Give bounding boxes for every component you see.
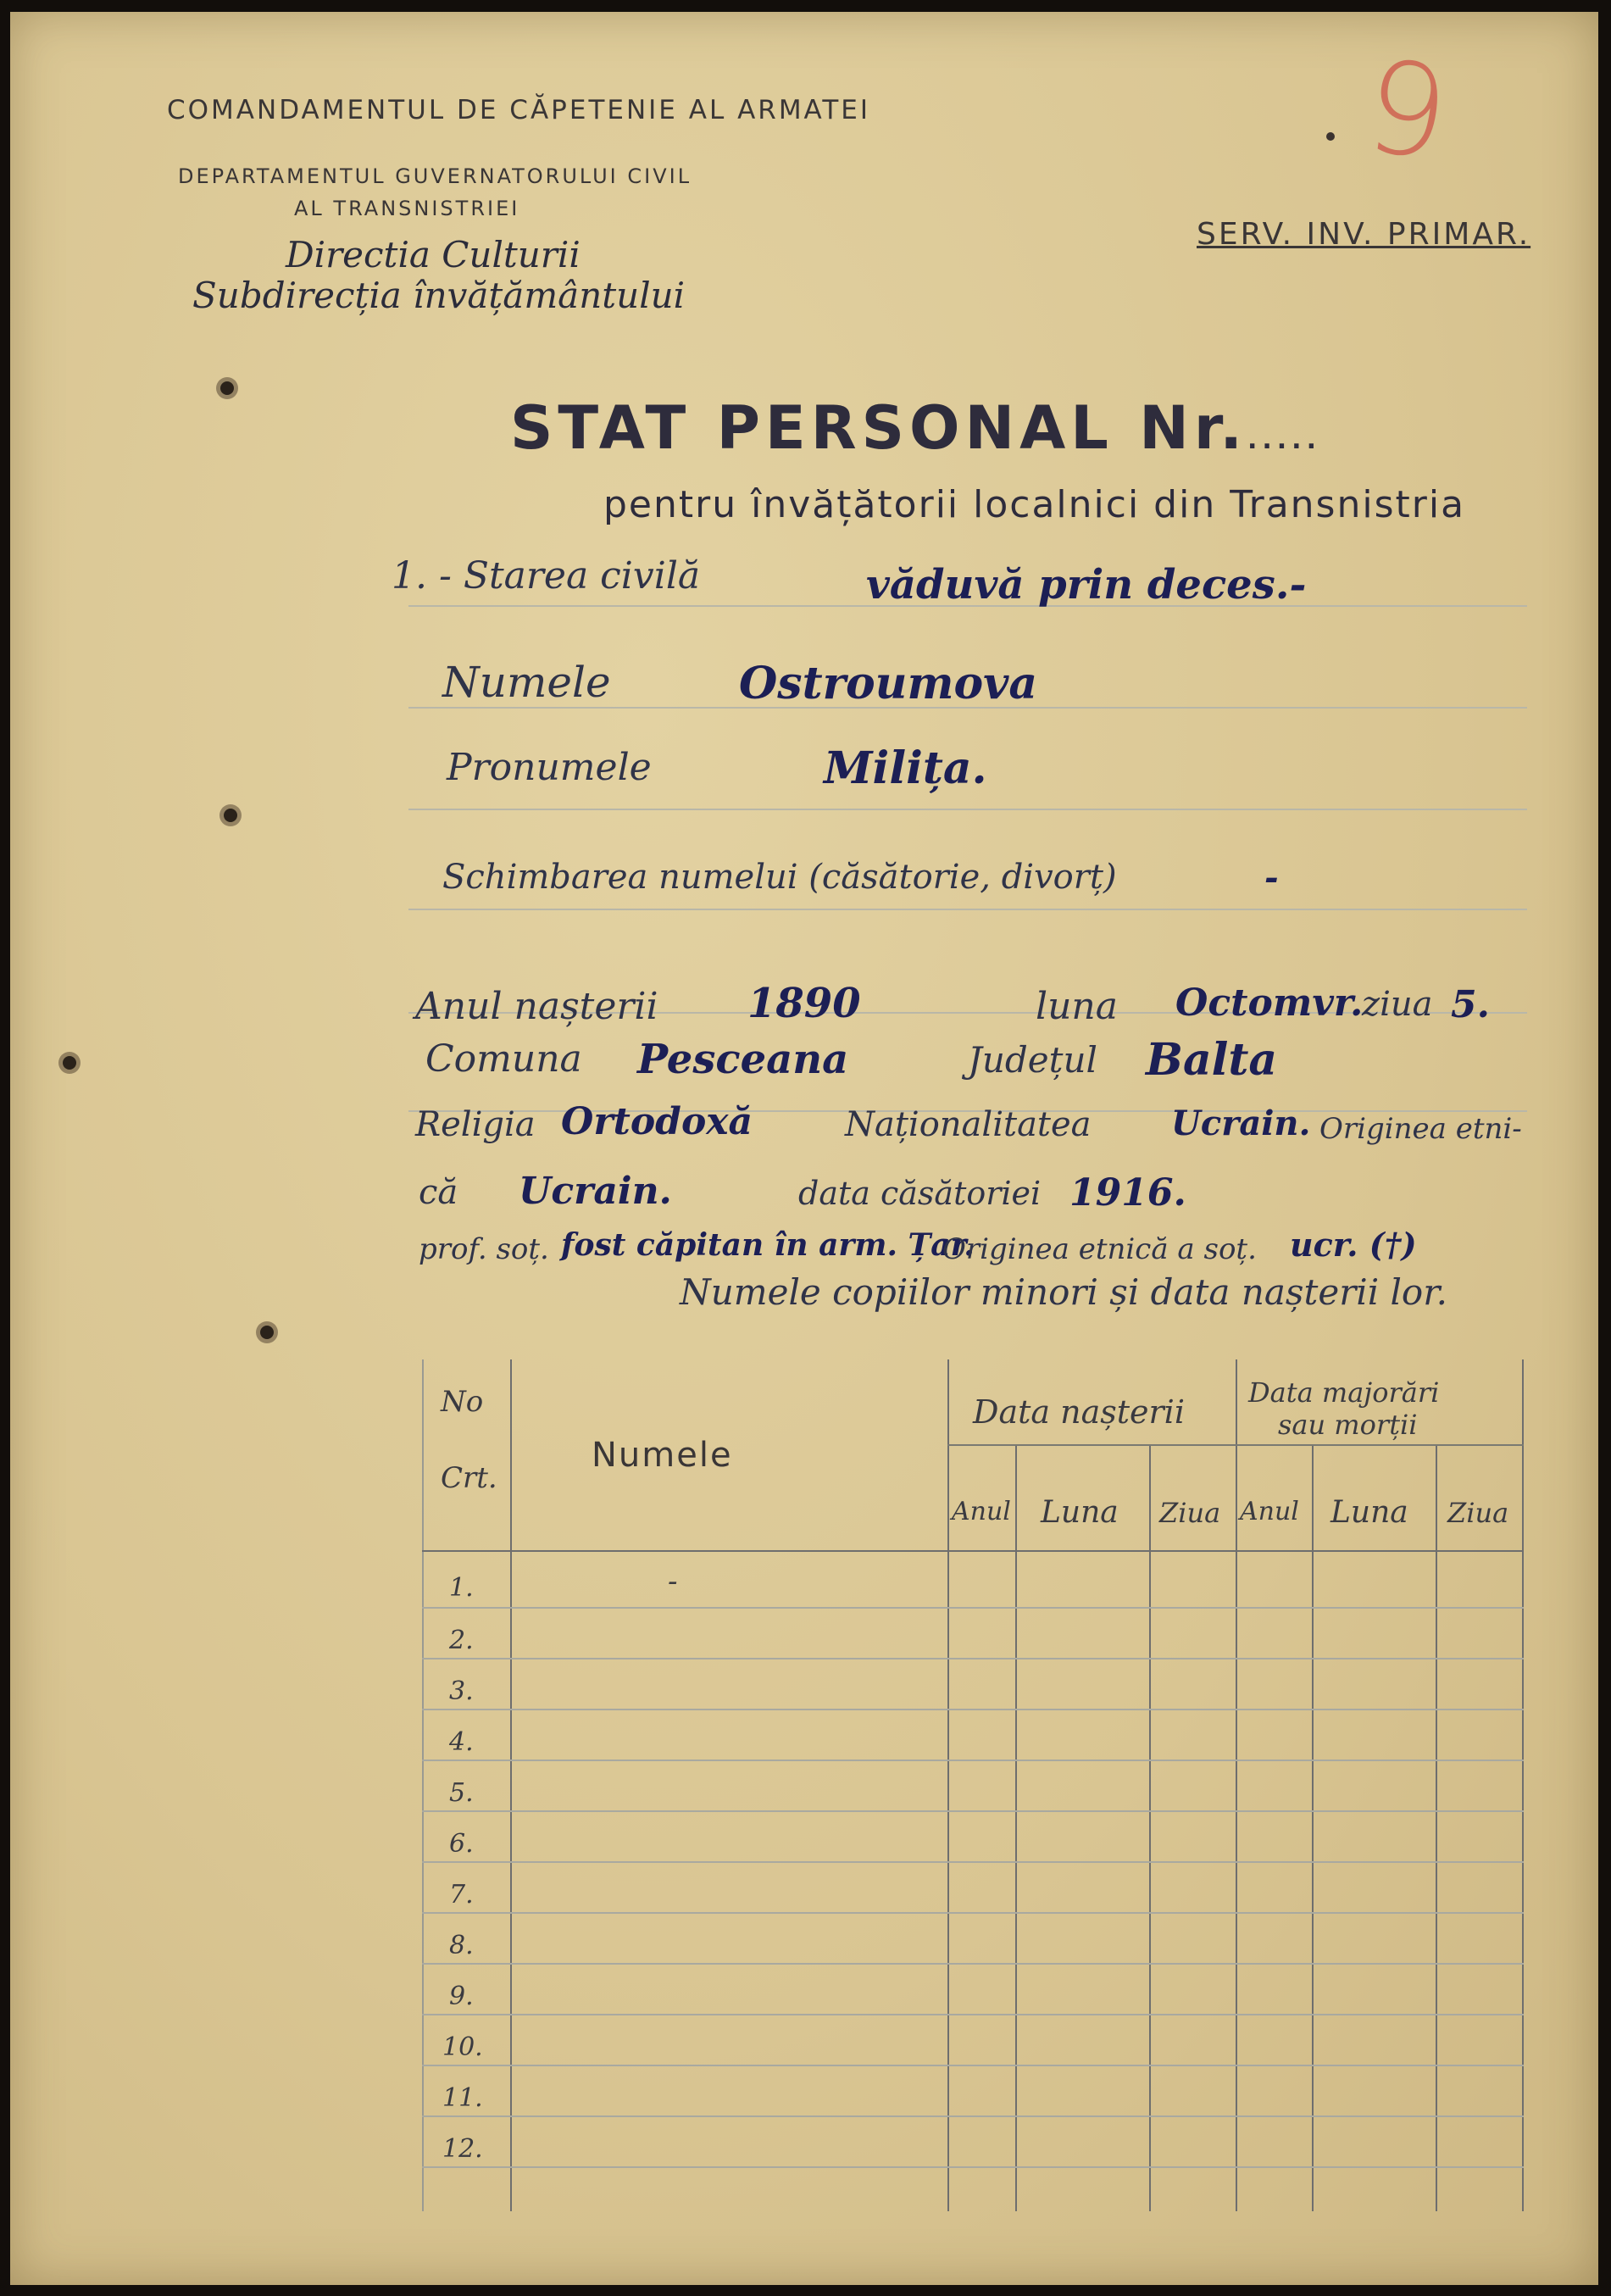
table-hline — [422, 2065, 1524, 2066]
schimbarea-numelui-value: - — [1264, 858, 1279, 898]
sub-ziua-major: Ziua — [1447, 1497, 1509, 1529]
service-label: SERV. INV. PRIMAR. — [1197, 217, 1531, 252]
row-name-1: - — [668, 1565, 678, 1598]
stare-civila-value: văduvă prin deces.- — [866, 561, 1307, 609]
punch-hole — [63, 1056, 76, 1070]
stare-civila-label: 1. - Starea civilă — [392, 554, 701, 598]
sub-luna-nastere: Luna — [1041, 1495, 1119, 1530]
table-hline — [422, 1912, 1524, 1914]
row-number: 9. — [449, 1982, 474, 2011]
originea-etnica-value: Ucrain. — [519, 1170, 672, 1213]
profesia-sot-value: fost căpitan în arm. Țar. — [561, 1227, 975, 1263]
originea-sot-value: ucr. (†) — [1290, 1226, 1417, 1264]
row-number: 12. — [442, 2134, 483, 2164]
anul-nasterii-label: Anul nașterii — [415, 985, 658, 1028]
originea-etnica-label: Originea etni- — [1319, 1112, 1522, 1146]
table-hline — [947, 1444, 1524, 1446]
col-nr-header: No — [441, 1385, 484, 1419]
punch-hole — [220, 381, 234, 395]
pronumele-label: Pronumele — [447, 746, 652, 789]
col-numele-header: Numele — [592, 1436, 733, 1475]
table-hline — [422, 1607, 1524, 1609]
table-hline — [422, 1760, 1524, 1761]
row-number: 3. — [449, 1676, 474, 1706]
table-hline — [422, 2166, 1524, 2168]
row-number: 8. — [449, 1931, 474, 1960]
ziua-value: 5. — [1451, 983, 1490, 1026]
sub-anul-nastere: Anul — [952, 1497, 1011, 1526]
luna-value: Octomvr. — [1175, 981, 1364, 1025]
table-hline — [422, 1963, 1524, 1965]
table-vline — [1015, 1444, 1017, 2211]
anul-nasterii-value: 1890 — [747, 980, 861, 1027]
profesia-sot-label: prof. soț. — [419, 1232, 549, 1266]
form-subtitle-text: pentru învățătorii localnici din Transnistria — [603, 483, 1466, 526]
form-title-text: STAT PERSONAL Nr. — [510, 393, 1247, 463]
header-line-5: Subdirecția învățământului — [192, 275, 686, 316]
form-title-dots: ..... — [1247, 425, 1321, 455]
row-number: 7. — [449, 1880, 474, 1910]
punch-hole — [224, 809, 237, 822]
nationalitatea-value: Ucrain. — [1171, 1104, 1311, 1143]
table-vline — [947, 1359, 949, 2211]
religia-label: Religia — [415, 1105, 536, 1144]
copii-heading: Numele copiilor minori și data nașterii lor. — [680, 1271, 1448, 1313]
col-crt-header: Crt. — [441, 1461, 497, 1495]
table-hline — [422, 2014, 1524, 2015]
page-number: 9 — [1356, 32, 1458, 190]
group-data-majorari: Data majorări — [1248, 1376, 1440, 1409]
header-line-2: DEPARTAMENTUL GUVERNATORULUI CIVIL — [178, 164, 692, 188]
ziua-label: ziua — [1362, 985, 1433, 1024]
row-number: 4. — [449, 1727, 474, 1757]
row-number: 6. — [449, 1829, 474, 1859]
form-subtitle — [603, 483, 1465, 526]
originea-sot-label: Originea etnică a soț. — [942, 1232, 1257, 1266]
children-table — [422, 1359, 1524, 2211]
row-number: 1. — [449, 1573, 474, 1603]
table-hline — [422, 1550, 1524, 1552]
numele-label: Numele — [442, 658, 611, 707]
sub-ziua-nastere: Ziua — [1159, 1497, 1221, 1529]
group-data-majorari-2: sau morții — [1278, 1409, 1418, 1441]
religia-value: Ortodoxă — [561, 1100, 753, 1143]
numele-value: Ostroumova — [739, 658, 1038, 709]
sub-luna-major: Luna — [1330, 1495, 1408, 1530]
comuna-value: Pesceana — [637, 1036, 849, 1083]
luna-label: luna — [1036, 985, 1118, 1028]
form-title — [510, 393, 1321, 463]
ink-dot — [1326, 132, 1335, 141]
table-vline — [422, 1359, 424, 2211]
table-hline — [422, 1709, 1524, 1710]
punch-hole — [260, 1326, 274, 1339]
group-data-nasterii: Data nașterii — [973, 1393, 1185, 1431]
header-line-1: COMANDAMENTUL DE CĂPETENIE AL ARMATEI — [167, 95, 871, 125]
nationalitatea-label: Naționalitatea — [845, 1105, 1092, 1144]
schimbarea-numelui-label: Schimbarea numelui (căsătorie, divorț) — [442, 858, 1117, 897]
table-vline — [510, 1359, 512, 2211]
table-vline — [1236, 1359, 1237, 2211]
ruled-line — [408, 809, 1527, 810]
data-casatoriei-value: 1916. — [1069, 1171, 1186, 1215]
row-number: 11. — [442, 2083, 483, 2113]
pronumele-value: Milița. — [824, 742, 987, 794]
sub-anul-major: Anul — [1240, 1497, 1299, 1526]
judetul-label: Județul — [968, 1039, 1097, 1081]
header-line-4: Directia Culturii — [286, 234, 581, 275]
table-hline — [422, 1810, 1524, 1812]
header-line-3: AL TRANSNISTRIEI — [294, 197, 520, 220]
table-hline — [422, 1861, 1524, 1863]
table-vline — [1312, 1444, 1314, 2211]
table-vline — [1436, 1444, 1437, 2211]
data-casatoriei-label: data căsătoriei — [798, 1175, 1042, 1212]
originea-etnica-label-cont: că — [419, 1173, 458, 1212]
table-vline — [1522, 1359, 1524, 2211]
table-vline — [1149, 1444, 1151, 2211]
row-number: 2. — [449, 1626, 474, 1655]
judetul-value: Balta — [1146, 1034, 1278, 1086]
document-page — [10, 12, 1598, 2285]
row-number: 10. — [442, 2032, 483, 2062]
table-hline — [422, 2115, 1524, 2117]
comuna-label: Comuna — [425, 1037, 582, 1081]
table-hline — [422, 1658, 1524, 1659]
row-number: 5. — [449, 1778, 474, 1808]
ruled-line — [408, 909, 1527, 910]
